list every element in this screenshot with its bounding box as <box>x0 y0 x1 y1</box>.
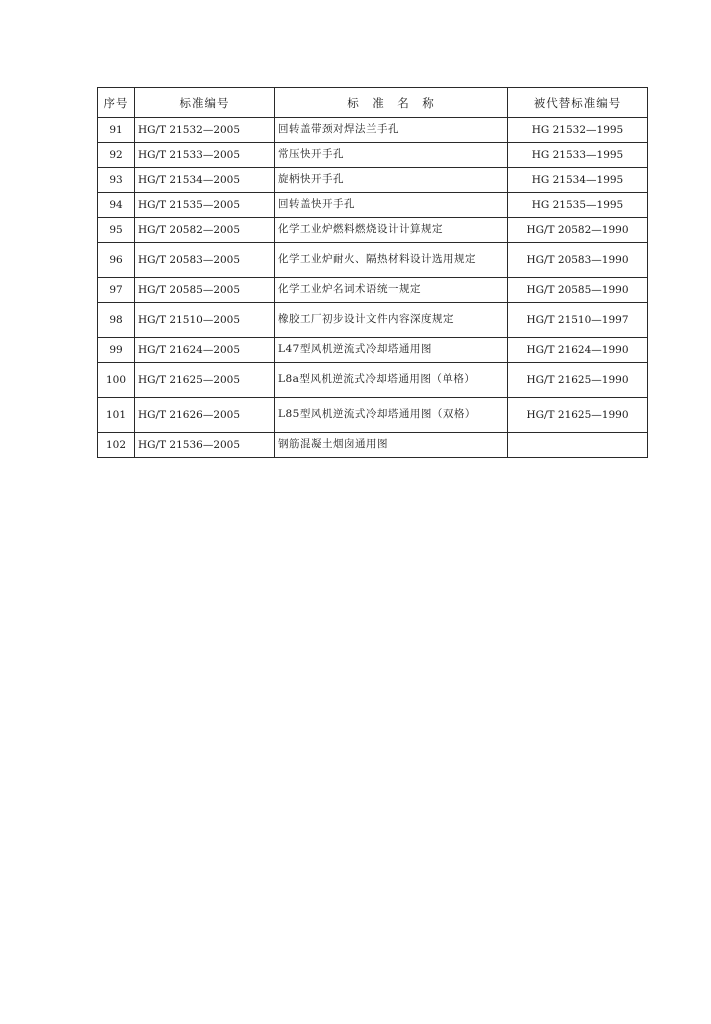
cell-code: HG/T 20582—2005 <box>135 218 275 243</box>
cell-replaced: HG/T 20582—1990 <box>508 218 648 243</box>
header-replaced: 被代替标准编号 <box>508 88 648 118</box>
table-header-row <box>98 88 648 118</box>
cell-replaced: HG/T 21625—1990 <box>508 398 648 433</box>
header-seq: 序号 <box>98 88 135 118</box>
cell-replaced <box>508 433 648 458</box>
table-row <box>98 243 648 278</box>
table-row <box>98 218 648 243</box>
cell-seq: 92 <box>98 143 135 168</box>
cell-code: HG/T 20583—2005 <box>135 243 275 278</box>
cell-replaced: HG 21533—1995 <box>508 143 648 168</box>
cell-code: HG/T 21510—2005 <box>135 303 275 338</box>
cell-name: 钢筋混凝土烟囱通用图 <box>275 433 508 458</box>
cell-seq: 102 <box>98 433 135 458</box>
cell-name: 化学工业炉名词术语统一规定 <box>275 278 508 303</box>
cell-name: 回转盖带颈对焊法兰手孔 <box>275 118 508 143</box>
cell-replaced: HG/T 21510—1997 <box>508 303 648 338</box>
cell-name: 化学工业炉燃料燃烧设计计算规定 <box>275 218 508 243</box>
table-row <box>98 363 648 398</box>
cell-replaced: HG/T 20585—1990 <box>508 278 648 303</box>
cell-replaced: HG 21534—1995 <box>508 168 648 193</box>
cell-name: 常压快开手孔 <box>275 143 508 168</box>
cell-name: 化学工业炉耐火、隔热材料设计选用规定 <box>275 243 508 278</box>
table-row <box>98 303 648 338</box>
cell-replaced: HG/T 21625—1990 <box>508 363 648 398</box>
cell-seq: 96 <box>98 243 135 278</box>
table-row <box>98 193 648 218</box>
cell-code: HG/T 21535—2005 <box>135 193 275 218</box>
table-row <box>98 118 648 143</box>
table-row <box>98 338 648 363</box>
cell-seq: 95 <box>98 218 135 243</box>
cell-replaced: HG/T 20583—1990 <box>508 243 648 278</box>
cell-seq: 97 <box>98 278 135 303</box>
cell-replaced: HG/T 21624—1990 <box>508 338 648 363</box>
cell-name: 橡胶工厂初步设计文件内容深度规定 <box>275 303 508 338</box>
cell-code: HG/T 21625—2005 <box>135 363 275 398</box>
cell-code: HG/T 21533—2005 <box>135 143 275 168</box>
table-row <box>98 168 648 193</box>
cell-seq: 98 <box>98 303 135 338</box>
cell-replaced: HG 21535—1995 <box>508 193 648 218</box>
cell-code: HG/T 21536—2005 <box>135 433 275 458</box>
cell-code: HG/T 21624—2005 <box>135 338 275 363</box>
cell-seq: 91 <box>98 118 135 143</box>
table-row <box>98 433 648 458</box>
header-code: 标准编号 <box>135 88 275 118</box>
cell-name: L8a型风机逆流式冷却塔通用图（单格） <box>275 363 508 398</box>
cell-code: HG/T 21532—2005 <box>135 118 275 143</box>
cell-seq: 100 <box>98 363 135 398</box>
cell-seq: 99 <box>98 338 135 363</box>
cell-seq: 94 <box>98 193 135 218</box>
table-row <box>98 143 648 168</box>
cell-name: 回转盖快开手孔 <box>275 193 508 218</box>
cell-name: 旋柄快开手孔 <box>275 168 508 193</box>
cell-code: HG/T 21534—2005 <box>135 168 275 193</box>
header-name: 标 准 名 称 <box>275 88 508 118</box>
cell-code: HG/T 21626—2005 <box>135 398 275 433</box>
table-row <box>98 398 648 433</box>
table-row <box>98 278 648 303</box>
standards-table <box>97 87 648 458</box>
cell-replaced: HG 21532—1995 <box>508 118 648 143</box>
cell-name: L47型风机逆流式冷却塔通用图 <box>275 338 508 363</box>
cell-seq: 101 <box>98 398 135 433</box>
cell-name: L85型风机逆流式冷却塔通用图（双格） <box>275 398 508 433</box>
cell-code: HG/T 20585—2005 <box>135 278 275 303</box>
cell-seq: 93 <box>98 168 135 193</box>
